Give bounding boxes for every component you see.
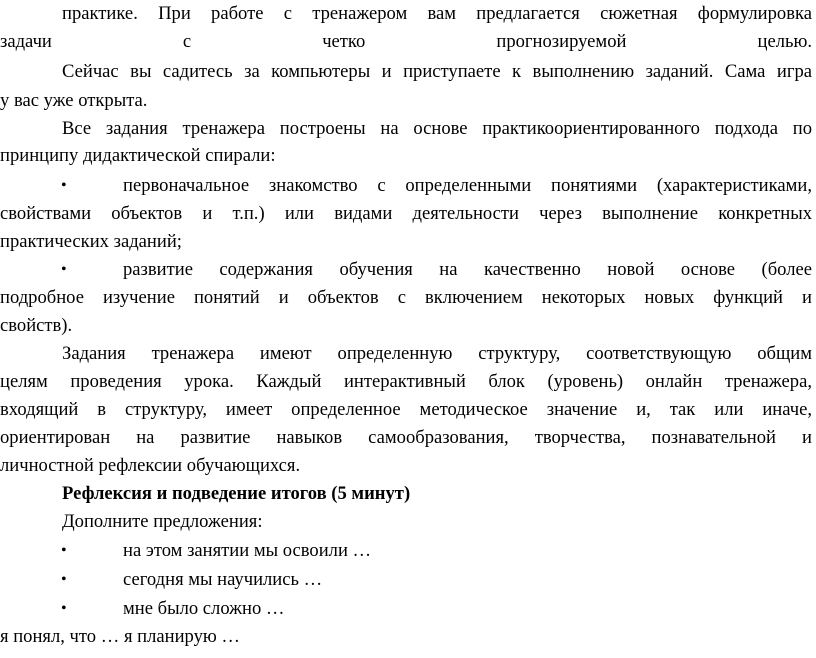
list-item-line: развитие содержания обучения на качественно новой основе (более bbox=[123, 259, 812, 280]
list-item-line: первоначальное знакомство с определенными понятиями (характеристиками, bbox=[123, 175, 812, 196]
bullet-icon: • bbox=[61, 542, 67, 559]
section-heading: Рефлексия и подведение итогов (5 минут) bbox=[62, 483, 411, 504]
paragraph-line: ориентирован на развитие навыков самообразования, творчества, познавательной и bbox=[0, 427, 812, 448]
list-item-line: на этом занятии мы освоили … bbox=[123, 540, 372, 561]
list-item-line: практических заданий; bbox=[0, 231, 182, 252]
paragraph-line: входящий в структуру, имеет определенное методическое значение и, так или иначе, bbox=[0, 399, 812, 420]
list-item-line: мне было сложно … bbox=[123, 598, 285, 619]
paragraph-line: задачи с четко прогнозируемой целью. bbox=[0, 31, 812, 52]
bullet-icon: • bbox=[61, 177, 67, 194]
paragraph-line: я понял, что … я планирую … bbox=[0, 626, 241, 647]
bullet-icon: • bbox=[61, 261, 67, 278]
paragraph-line: Все задания тренажера построены на основе практикоориентированного подхода по bbox=[62, 118, 812, 139]
paragraph-line: принципу дидактической спирали: bbox=[0, 145, 276, 166]
paragraph-line: у вас уже открыта. bbox=[0, 90, 148, 111]
list-item-line: подробное изучение понятий и объектов с включением некоторых новых функций и bbox=[0, 287, 812, 308]
paragraph-line: целям проведения урока. Каждый интерактивный блок (уровень) онлайн тренажера, bbox=[0, 371, 812, 392]
paragraph-line: практике. При работе с тренажером вам предлагается сюжетная формулировка bbox=[62, 3, 812, 24]
list-item-line: сегодня мы научились … bbox=[123, 569, 323, 590]
list-item-line: свойствами объектов и т.п.) или видами деятельности через выполнение конкретных bbox=[0, 203, 812, 224]
bullet-icon: • bbox=[61, 600, 67, 617]
paragraph-line: Сейчас вы садитесь за компьютеры и приступаете к выполнению заданий. Сама игра bbox=[62, 61, 812, 82]
paragraph-line: личностной рефлексии обучающихся. bbox=[0, 455, 301, 476]
paragraph-line: Задания тренажера имеют определенную структуру, соответствующую общим bbox=[62, 343, 812, 364]
bullet-icon: • bbox=[61, 571, 67, 588]
list-item-line: свойств). bbox=[0, 315, 73, 336]
paragraph-line: Дополните предложения: bbox=[62, 511, 263, 532]
